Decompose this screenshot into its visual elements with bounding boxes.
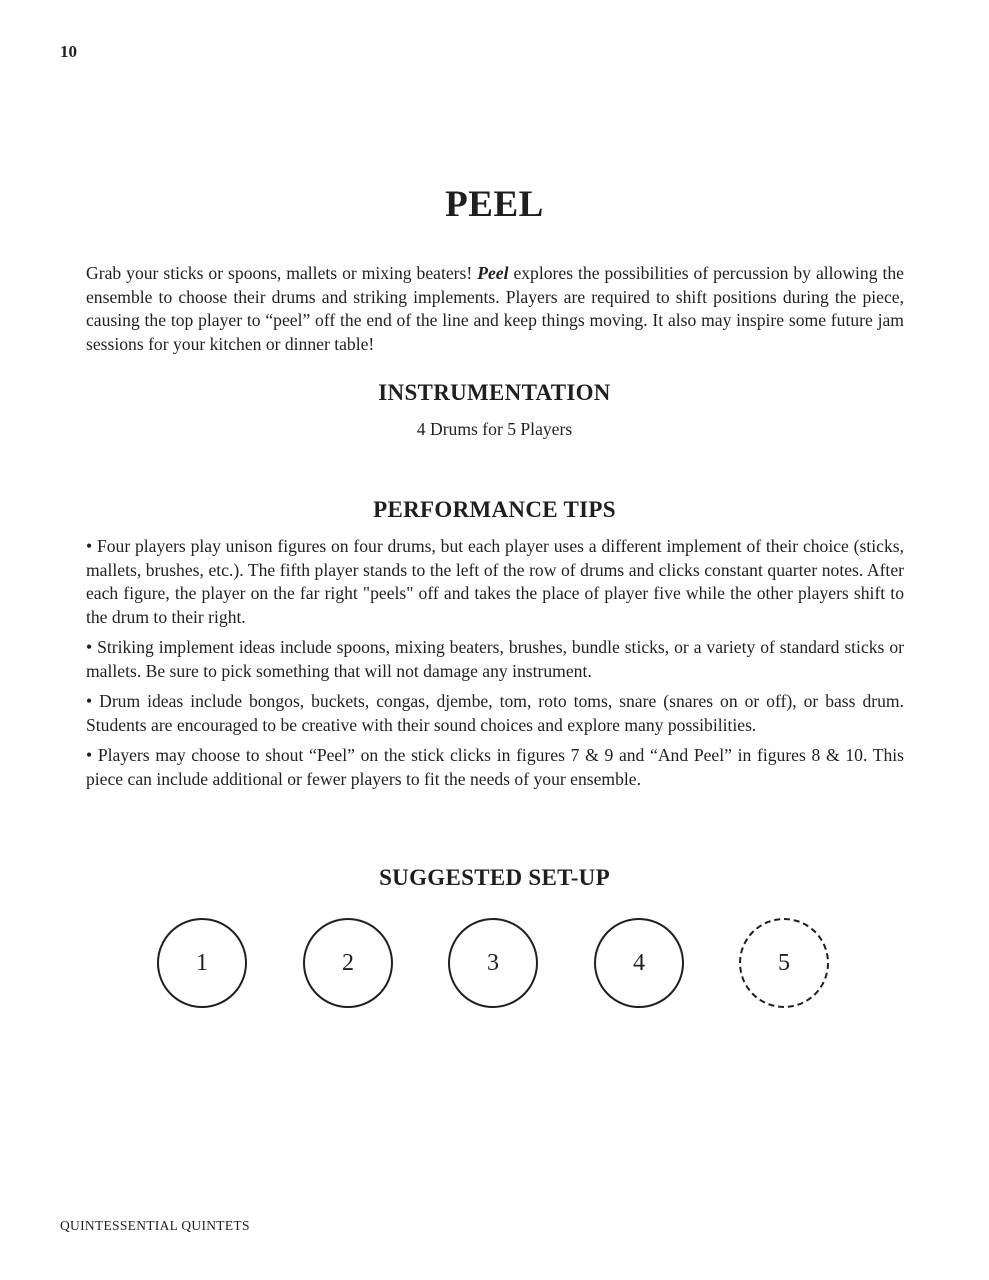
setup-heading: SUGGESTED SET-UP [379, 865, 610, 890]
performance-tips-heading: PERFORMANCE TIPS [373, 497, 616, 522]
intro-text-after: explores the possibilities of percussion by allowing the ensemble to choose their drums and striking implements. Players are required to shift positions during the piece, causing the top player to “peel” off the end of the line and keep things moving. It also may inspire some future jam sessions for your kitchen or dinner table! [86, 263, 904, 354]
instrumentation-text: 4 Drums for 5 Players [416, 419, 573, 439]
performance-tips-list [86, 535, 904, 798]
drum-position-1 [157, 918, 247, 1008]
intro-title-emphasis: Peel [477, 263, 509, 283]
intro-text-before: Grab your sticks or spoons, mallets or mixing beaters! [86, 263, 478, 283]
drum-label: 2 [342, 949, 354, 976]
drum-label: 3 [487, 949, 499, 976]
performance-tip: • Striking implement ideas include spoons, mixing beaters, brushes, bundle sticks, or a variety of standard sticks or mallets. Be sure to pick something that will not damage any instrument. [86, 637, 904, 681]
page-number: 10 [60, 42, 77, 61]
book-title-footer: QUINTESSENTIAL QUINTETS [60, 1218, 250, 1233]
drum-position-3 [448, 918, 538, 1008]
drum-position-2 [303, 918, 393, 1008]
page-title: PEEL [445, 184, 544, 225]
performance-tip: • Drum ideas include bongos, buckets, congas, djembe, tom, roto toms, snare (snares on or off), or bass drum. Students are encouraged to be creative with their sound choices and explore many possibilities. [86, 691, 904, 735]
drum-label: 5 [778, 949, 790, 976]
drum-label: 4 [633, 949, 645, 976]
intro-paragraph [86, 262, 904, 356]
drum-position-4 [594, 918, 684, 1008]
drum-label: 1 [196, 949, 208, 976]
instrumentation-heading: INSTRUMENTATION [378, 380, 611, 405]
player-five-position [739, 918, 829, 1008]
performance-tip: • Players may choose to shout “Peel” on the stick clicks in figures 7 & 9 and “And Peel” in figures 8 & 10. This piece can include additional or fewer players to fit the needs of your ensemble. [86, 745, 904, 789]
performance-tip: • Four players play unison figures on four drums, but each player uses a different implement of their choice (sticks, mallets, brushes, etc.). The fifth player stands to the left of the row of drums and clicks constant quarter notes. After each figure, the player on the far right "peels" off and takes the place of player five while the other players shift to the drum to their right. [86, 536, 904, 627]
